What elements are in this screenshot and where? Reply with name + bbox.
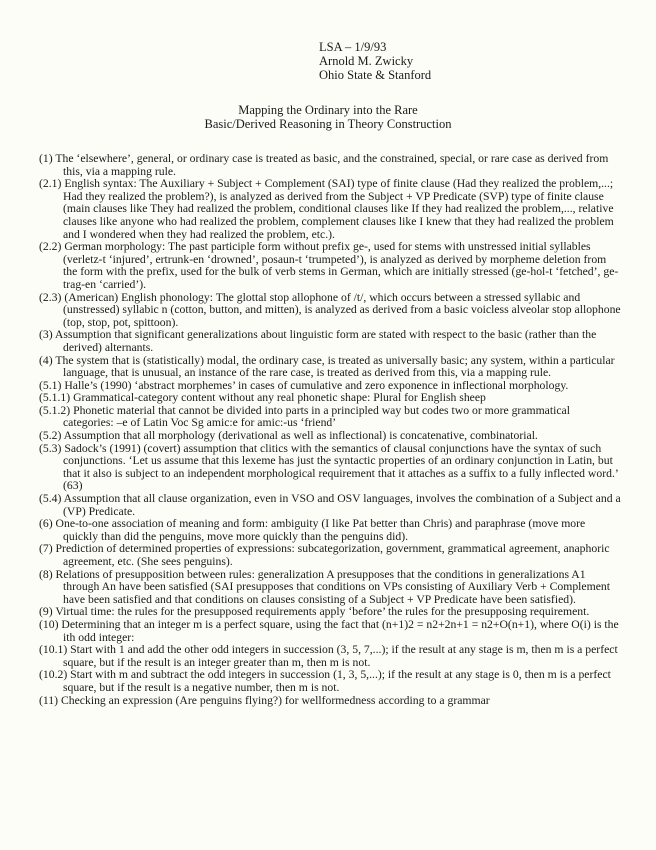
header-conference-date: LSA – 1/9/93 [319,40,387,54]
list-item: (8) Relations of presupposition between rules: generalization A presupposes that the conditions in generalizations A1 through An have been satisfied (SAI presupposes that conditions on VPs consisting of Auxiliary Verb + Complement have been satisfied and that conditions on clauses consisting of a Subject + VP Predicate have been satisfied). [39,567,610,606]
document-title [0,103,656,131]
list-item: (5.1.1) Grammatical-category content without any real phonetic shape: Plural for English sheep [39,391,486,405]
list-item: (5.1.2) Phonetic material that cannot be divided into parts in a principled way but codes two or more grammatical categories: –e of Latin Voc Sg amic:e for amic:-us ‘friend’ [39,403,570,430]
list-item: (10.2) Start with m and subtract the odd integers in succession (1, 3, 5,...); if the result at any stage is 0, then m is a perfect square, but if the result is a negative number, then m is not. [39,668,611,694]
list-item: (10) Determining that an integer m is a perfect square, using the fact that (n+1)2 = n2+2n+1 = n2+O(n+1), where O(i) is the ith odd integer: [39,617,619,644]
list-item: (10.1) Start with 1 and add the other odd integers in succession (3, 5, 7,...); if the result at any stage is m, then m is a perfect square, but if the result is an integer greater than m, then m is not. [39,643,618,669]
numbered-list [39,153,621,707]
title-main: Mapping the Ordinary into the Rare [238,103,418,117]
header-author: Arnold M. Zwicky [319,54,414,68]
list-item: (9) Virtual time: the rules for the presupposed requirements apply ‘before’ the rules for the presupposing requirement. [39,605,590,619]
list-item: (2.1) English syntax: The Auxiliary + Subject + Complement (SAI) type of finite clause (Had they realized the problem,...; Had they realized the problem?), is analyzed as derived from the Subject + VP Predicate (SVP) type of finite clause (main clauses like They had realized the problem, conditional clauses like If they had realized the problem,..., relative clauses like anyone who had realized the problem, complement clauses like I knew that they had realized the problem and I wondered when they had realized the problem, etc.). [39,177,614,241]
list-item: (5.2) Assumption that all morphology (derivational as well as inflectional) is concatenative, combinatorial. [39,429,538,443]
list-item: (2.2) German morphology: The past participle form without prefix ge-, used for stems with unstressed initial syllables (verletz-t ‘injured’, ertrunk-en ‘drowned’, posaun-t ‘trumpeted’), is analyzed as derived by morpheme deletion from the form with the prefix, used for the bulk of verb stems in German, which are initially stressed (ge-hol-t ‘fetched’, ge-trag-en ‘carried’). [39,240,619,291]
header-affiliation: Ohio State & Stanford [319,68,432,82]
document-header [319,40,431,82]
list-item: (2.3) (American) English phonology: The glottal stop allophone of /t/, which occurs between a stressed syllabic and (unstressed) syllabic n (cotton, button, and mitten), is analyzed as derived from a basic voicless alveolar stop allophone (top, stop, pot, spittoon). [39,290,621,329]
list-item: (11) Checking an expression (Are penguins flying?) for wellformedness according to a grammar [39,693,490,707]
list-item: (3) Assumption that significant generalizations about linguistic form are stated with respect to the basic (rather than the derived) alternants. [39,328,597,354]
list-item: (6) One-to-one association of meaning and form: ambiguity (I like Pat better than Chris) and paraphrase (move more quickly than did the penguins, move more quickly than the penguins did). [39,517,586,543]
title-subtitle: Basic/Derived Reasoning in Theory Construction [204,117,452,131]
list-item: (5.4) Assumption that all clause organization, even in VSO and OSV languages, involves the combination of a Subject and a (VP) Predicate. [39,492,621,518]
list-item: (5.1) Halle’s (1990) ‘abstract morphemes’ in cases of cumulative and zero exponence in inflectional morphology. [39,378,569,392]
list-item: (1) The ‘elsewhere’, general, or ordinary case is treated as basic, and the constrained, special, or rare case as derived from this, via a mapping rule. [39,152,609,178]
list-item: (5.3) Sadock’s (1991) (covert) assumption that clitics with the semantics of clausal conjunctions have the syntax of such conjunctions. ‘Let us assume that this lexeme has just the syntactic properties of an ordinary conjunction in Latin, but that it also is subject to an independent morphological requirement that it attaches as a suffix to a fully inflected word.’ (63) [39,441,618,493]
list-item: (4) The system that is (statistically) modal, the ordinary case, is treated as universally basic; any system, within a particular language, that is unusual, an instance of the rare case, is treated as derived from this, via a mapping rule. [39,353,615,380]
list-item: (7) Prediction of determined properties of expressions: subcategorization, government, grammatical agreement, anaphoric agreement, etc. (She sees penguins). [39,542,610,568]
